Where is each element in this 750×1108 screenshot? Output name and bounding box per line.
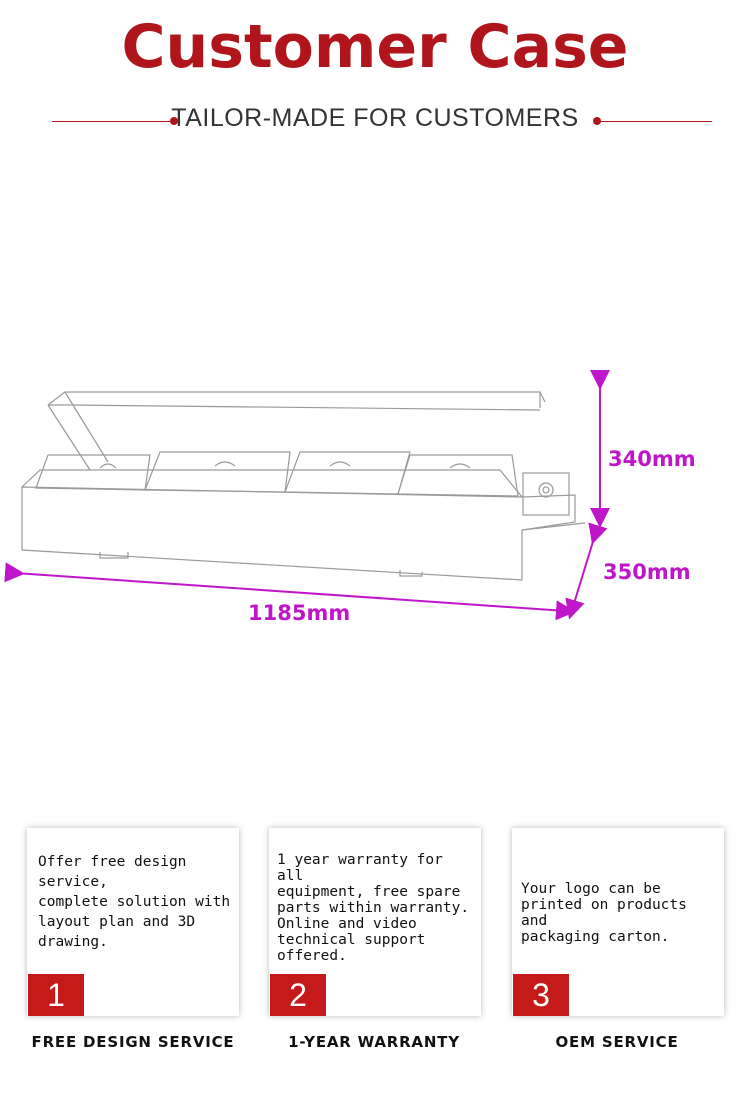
page-title: Customer Case — [121, 12, 629, 82]
depth-arrow — [572, 535, 595, 610]
depth-label: 350mm — [603, 560, 691, 584]
subtitle-right-line — [600, 121, 712, 122]
height-label: 340mm — [608, 447, 696, 471]
subtitle: TAILOR-MADE FOR CUSTOMERS — [171, 104, 579, 132]
service-card-text: Your logo can be printed on products and packaging carton. — [521, 881, 687, 945]
width-label: 1185mm — [248, 601, 351, 625]
service-number-badge: 3 — [513, 974, 569, 1016]
service-card-text: Offer free design service, complete solution with layout plan and 3D drawing. — [38, 854, 231, 950]
food-warmer-illustration — [0, 360, 750, 640]
service-caption: OEM SERVICE — [555, 1033, 679, 1051]
service-card-design — [27, 828, 239, 1016]
service-number-badge: 2 — [270, 974, 326, 1016]
service-card-oem — [512, 828, 724, 1016]
service-number-badge: 1 — [28, 974, 84, 1016]
service-card-warranty — [269, 828, 481, 1016]
service-caption: 1-YEAR WARRANTY — [288, 1033, 460, 1051]
subtitle-row — [0, 102, 750, 142]
service-caption: FREE DESIGN SERVICE — [31, 1033, 235, 1051]
bain-marie-sketch — [22, 392, 585, 580]
service-card-text: 1 year warranty for all equipment, free spare parts within warranty. Online and video technical support offered. — [277, 852, 470, 964]
